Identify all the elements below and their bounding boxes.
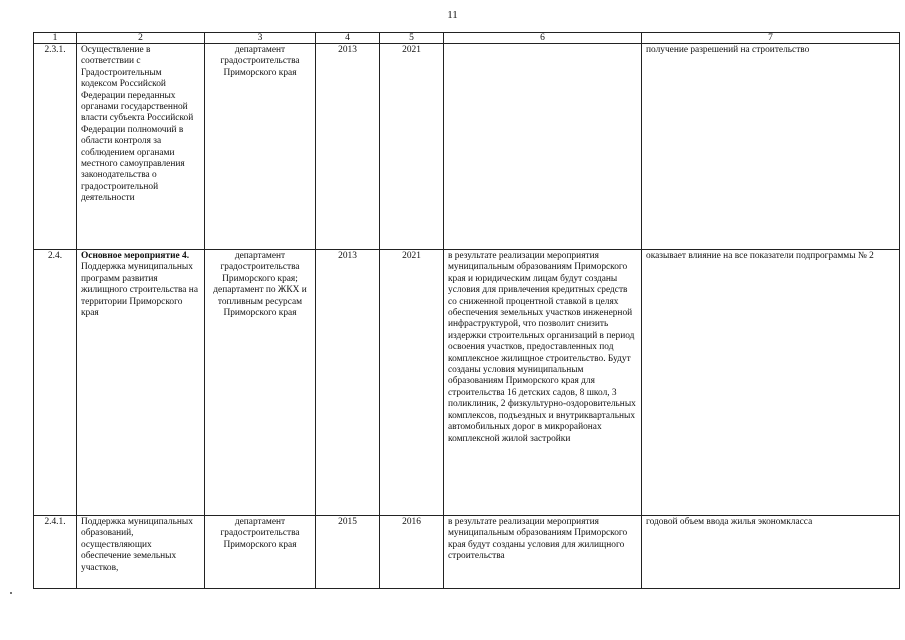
start-year: 2015: [316, 516, 380, 589]
measure-name-text: Поддержка муниципальных программ развития жилищного строительства на территории Приморского края: [81, 262, 198, 319]
measure-name: [77, 44, 205, 250]
column-header: 1: [34, 33, 77, 44]
row-number: 2.3.1.: [34, 44, 77, 250]
responsible-department: департамент градостроительства Приморского края: [205, 44, 316, 250]
row-number: 2.4.1.: [34, 516, 77, 589]
expected-result: в результате реализации мероприятия муниципальным образованиям Приморского края будут созданы условия для жилищного строительства: [444, 516, 642, 589]
measure-name: [77, 516, 205, 589]
measures-table: [33, 32, 900, 589]
indicator-link: получение разрешений на строительство: [642, 44, 900, 250]
page-number: 11: [447, 9, 458, 21]
expected-result: [444, 44, 642, 250]
indicator-link: годовой объем ввода жилья экономкласса: [642, 516, 900, 589]
scan-speck: [10, 592, 12, 594]
column-header: 7: [642, 33, 900, 44]
expected-result: в результате реализации мероприятия муниципальным образованиям Приморского края и юридическим лицам будут созданы условия для привлечения кредитных средств со сниженной процентной ставкой в целях обеспечения земельных участков инженерной инфраструктурой, что позволит снизить издержки строительных организаций в период освоения участков, предоставленных под комплексное жилищное строительство. Будут созданы условия муниципальным образованиям Приморского края для строительства 16 детских садов, 8 школ, 3 поликлиник, 2 физкультурно-оздоровительных комплексов, подъездных и внутриквартальных автомобильных дорог в микрорайонах комплексной жилой застройки: [444, 250, 642, 516]
measure-name-bold: Основное мероприятие 4.: [81, 251, 190, 261]
end-year: 2021: [380, 250, 444, 516]
column-number-row: [34, 33, 900, 44]
table-row: [34, 516, 900, 589]
table-row: [34, 44, 900, 250]
measure-name-text: Осуществление в соответствии с Градостроительным кодексом Российской Федерации переданных органами государственной власти субъекта Российской Федерации полномочий в области контроля за соблюдением органами местного самоуправления законодательства о градостроительной деятельности: [81, 45, 194, 204]
column-header: 4: [316, 33, 380, 44]
column-header: 3: [205, 33, 316, 44]
responsible-department: департамент градостроительства Приморского края: [205, 516, 316, 589]
row-number: 2.4.: [34, 250, 77, 516]
end-year: 2021: [380, 44, 444, 250]
measure-name: [77, 250, 205, 516]
responsible-department: департамент градостроительства Приморского края; департамент по ЖКХ и топливным ресурсам Приморского края: [205, 250, 316, 516]
column-header: 6: [444, 33, 642, 44]
table-row: [34, 250, 900, 516]
indicator-link: оказывает влияние на все показатели подпрограммы № 2: [642, 250, 900, 516]
measure-name-text: Поддержка муниципальных образований, осуществляющих обеспечение земельных участков,: [81, 517, 193, 573]
end-year: 2016: [380, 516, 444, 589]
start-year: 2013: [316, 44, 380, 250]
start-year: 2013: [316, 250, 380, 516]
column-header: 5: [380, 33, 444, 44]
column-header: 2: [77, 33, 205, 44]
